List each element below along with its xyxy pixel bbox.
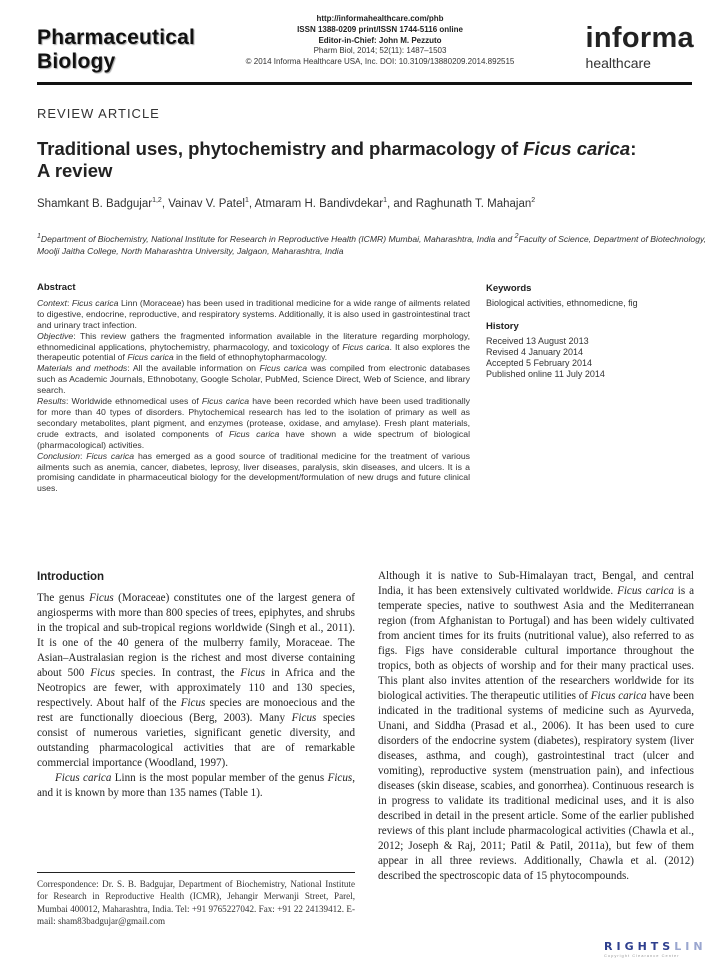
body-text: Linn is the most popular member of the genus [111, 772, 328, 784]
abstract-conclusion [37, 451, 470, 495]
objective-text: in the field of ethnophytopharmacology. [173, 352, 328, 363]
author-list [37, 197, 535, 210]
article-metadata [486, 283, 716, 380]
conclusion-label: Conclusion [37, 450, 80, 461]
author-affiliation-mark: 1,2 [152, 197, 162, 204]
author[interactable]: Vainav V. Patel [168, 197, 245, 210]
article-type: REVIEW ARTICLE [37, 106, 160, 121]
body-text: is a temperate species, native to southwest Asia and the Mediterranean region (from Afghanistan to Portugal) and has been widely cultivated from ancient times for its fruits (nutritional value), also referred to as figs. Figs have considerable cultural importance throughout the tropics, both as objects of worship and for their many practical uses. This plant also invites attention of the researchers worldwide for its biological activities. The therapeutic utilities of [378, 585, 695, 702]
abstract-heading: Abstract [37, 282, 76, 293]
species-name: Ficus carica [86, 450, 135, 461]
genus-name: Ficus [291, 712, 317, 724]
intro-paragraph-1 [37, 591, 355, 771]
body-text: , and it is known by more than 135 names (Table 1). [37, 772, 355, 799]
history-revised: Revised 4 January 2014 [486, 347, 584, 357]
species-name: Ficus carica [590, 690, 647, 702]
species-name: Ficus carica [71, 297, 119, 308]
title-colon: : [630, 138, 637, 159]
species-name: Ficus carica [201, 396, 250, 407]
issn: ISSN 1388-0209 print/ISSN 1744-5116 online [297, 24, 463, 34]
results-text: have been recorded which have been used traditionally for more than 40 types of disorders. Phytochemical research has led to the isolation of primary as well as secondary metabolites, plant pigment, and enzymes (protease, oxidase, and amylase). Fresh plant materials, crude extracts, and isolated components of [37, 396, 471, 439]
methods-text: was compiled from electronic databases such as Academic Journals, Ethnobotany, Google Scholar, PubMed, Science Direct, Web of Science, and library search. [37, 363, 471, 396]
affiliation-1: Department of Biochemistry, National Institute for Research in Reproductive Health (ICMR) Mumbai, Maharashtra, India and [40, 233, 515, 244]
author-separator: , [161, 197, 169, 210]
intro-paragraph-2 [37, 771, 355, 801]
results-text: : Worldwide ethnomedical uses of [65, 396, 202, 407]
genus-name: Ficus [90, 667, 115, 679]
abstract-results [37, 396, 470, 451]
author[interactable]: Shamkant B. Badgujar [37, 197, 153, 210]
header-divider [37, 82, 692, 85]
title-line2: A review [37, 160, 113, 181]
history-received: Received 13 August 2013 [486, 336, 589, 346]
title-text: Traditional uses, phytochemistry and pharmacology of [37, 138, 524, 159]
results-text: have shown a wide spectrum of biological (pharmacological) activities. [37, 428, 471, 450]
abstract-context: Context: Ficus carica Linn (Moraceae) has been used in traditional medicine for a wide range of ailments related to digestive, endocrine, reproductive, and respiratory systems. Additionally, it is also used in gastrointestinal tract and urinary tract infection. [37, 297, 471, 330]
genus-name: Ficus [327, 772, 353, 784]
copyright-doi: © 2014 Informa Healthcare USA, Inc. DOI: 10.3109/13880209.2014.892515 [245, 57, 515, 67]
context-label: Context [37, 297, 67, 308]
title-species: Ficus carica [523, 138, 631, 159]
publisher-division: healthcare [585, 55, 651, 71]
body-text: (Moraceae) constitutes one of the largest genera of angiosperms with more than 800 species of trees, epiphytes, and shrubs in the tropical and sub-tropical regions worldwide (Singh et al., 2011). It is one of the 40 genera of the mulberry family, Moraceae. The Asian–Australasian region is the richest and most diverse containing about 500 [37, 592, 355, 679]
journal-url[interactable]: http://informahealthcare.com/phb [316, 14, 444, 23]
body-text: The genus [37, 592, 90, 604]
body-text: species consist of numerous varieties, significant genetic diversity, and outstanding pharmacological activities that are of remarkable commercial importance (Woodland, 1997). [37, 712, 356, 769]
body-text: Although it is native to Sub-Himalayan tract, Bengal, and central India, it has been extensively cultivated worldwide. [378, 570, 694, 597]
body-text: species. In contrast, the [114, 667, 241, 679]
species-name: Ficus carica [55, 772, 112, 784]
body-text: species are monoecious and the rest are functionally dioecious (Berg, 2003). Many [37, 697, 355, 724]
conclusion-text: : [79, 450, 87, 461]
body-text: have been indicated in the traditional systems of medicine such as Ayurveda, Unani, and Siddha (Prasad et al., 2006). It has been used to cure disorders of the endocrine system (diabetes), respiratory system (liver diseases, asthma, and cough), gastrointestinal tract (ulcer and vomiting), reproductive system (menstruation pain), and infectious diseases (skin disease, scabies, and gonorrhea). Continuous research is in progress to validate its traditional medicinal uses, and it is also described in detail in the present article. Some of the earlier published reviews of this plant include pharmacological activities (Chawla et al., 2012; Joseph & Raj, 2011; Patil & Patil, 2011a), but few of them appear in all three reviews. Additionally, Chawla et al. (2012) described the spectroscopic data of 15 phytocompounds. [378, 690, 695, 882]
citation: Pharm Biol, 2014; 52(11): 1487–1503 [313, 46, 447, 56]
journal-info [230, 14, 530, 68]
abstract-methods [37, 363, 470, 396]
results-label: Results [37, 396, 66, 407]
author-affiliation-mark: 1 [383, 197, 387, 204]
history-accepted: Accepted 5 February 2014 [486, 358, 593, 368]
introduction-heading: Introduction [37, 571, 105, 583]
author-separator: , and [386, 197, 416, 210]
keywords: Biological activities, ethnomedicne, fig [486, 298, 638, 308]
objective-text: . It also explores the therapeutic potential of [37, 341, 471, 363]
body-column-right [378, 569, 694, 884]
rightslink-dark-text: RIGHTS [604, 940, 675, 953]
rightslink-badge[interactable] [604, 940, 707, 958]
author[interactable]: Atmaram H. Bandivdekar [254, 197, 384, 210]
species-name: Ficus carica [617, 585, 674, 597]
rightslink-logo [604, 940, 707, 953]
conclusion-text: has emerged as a good source of traditional medicine for the treatment of various ailments such as anemia, cancer, diabetes, leprosy, liver diseases, paralysis, skin diseases, and ulcers. It is a promising candidate in pharmaceutical biology for the development/formulation of new drugs and future clinical uses. [37, 450, 470, 494]
footnote-divider [37, 872, 355, 873]
methods-label: Materials and methods [37, 363, 128, 374]
context-text: Linn (Moraceae) has been used in traditional medicine for a wide range of ailments related to digestive, endocrine, reproductive, and respiratory systems. Additionally, it is also used in gastrointestinal tract and urinary tract infection. [37, 297, 471, 330]
rightslink-subtitle: Copyright Clearance Center [604, 953, 680, 958]
body-column-left [37, 591, 355, 801]
editor-in-chief: Editor-in-Chief: John M. Pezzuto [318, 35, 442, 45]
affiliation-mark: 1 [37, 233, 41, 240]
correspondence-footnote: Correspondence: Dr. S. B. Badgujar, Department of Biochemistry, National Institute for Research in Reproductive Health (ICMR), Jehangir Merwanji Street, Parel, Mumbai 400012, Maharashtra, India. Tel: +91 9765227042. Fax: +91 22 24139412. E-mail: sham83badgujar@gmail.com [37, 879, 355, 926]
author-separator: , [248, 197, 255, 210]
species-name: Ficus carica [342, 341, 390, 352]
genus-name: Ficus [180, 697, 206, 709]
journal-name-line2: Biology [37, 50, 116, 73]
abstract-objective [37, 331, 470, 364]
publisher-logo [586, 23, 694, 71]
affiliations [37, 231, 717, 257]
journal-logo [37, 26, 195, 74]
methods-text: : All the available information on [127, 363, 260, 374]
genus-name: Ficus [240, 667, 266, 679]
species-name: Ficus carica [127, 352, 174, 363]
affiliation-mark: 2 [514, 233, 519, 240]
history-heading: History [486, 321, 519, 332]
body-text: in Africa and the Neotropics are fewer, with approximately 110 and 130 species, respectively. About half of the [37, 667, 355, 709]
genus-name: Ficus [89, 592, 114, 604]
publisher-name: informa [585, 22, 694, 54]
rightslink-light-text: LIN [674, 940, 707, 953]
history-published: Published online 11 July 2014 [486, 369, 605, 379]
keywords-heading: Keywords [486, 283, 532, 294]
abstract [37, 283, 470, 494]
objective-label: Objective [37, 330, 74, 341]
article-title [37, 138, 697, 182]
journal-name-line1: Pharmaceutical [37, 26, 196, 49]
species-name: Ficus carica [229, 428, 280, 439]
intro-paragraph-3 [378, 569, 694, 884]
objective-text: : This review gathers the fragmented information available in the literature regarding morphology, ethnomedicinal applications, phytochemistry, pharmacology, and toxicology of [37, 330, 470, 352]
author-affiliation-mark: 1 [244, 197, 249, 204]
author[interactable]: Raghunath T. Mahajan [415, 197, 532, 210]
species-name: Ficus carica [259, 363, 308, 374]
affiliation-2: Faculty of Science, Department of Biotechnology, Moolji Jaitha College, North Maharashtra University, Jalgaon, Maharashtra, India [37, 233, 707, 256]
author-affiliation-mark: 2 [531, 197, 536, 204]
